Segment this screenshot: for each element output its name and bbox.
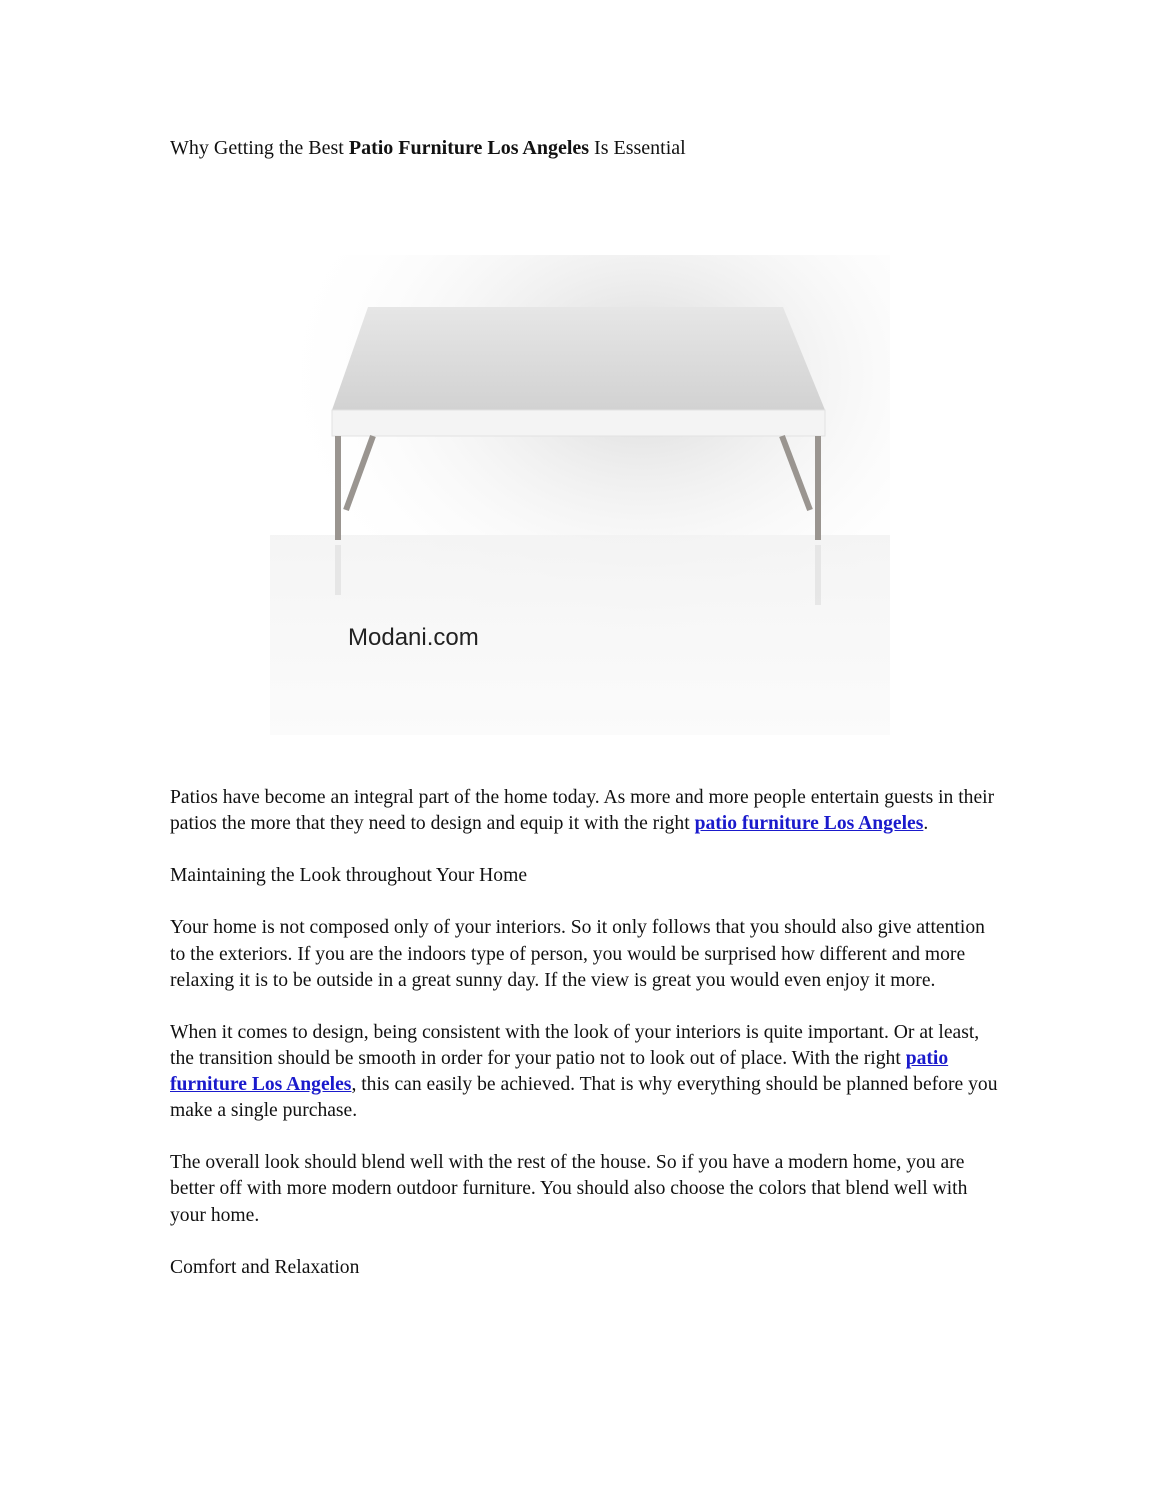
paragraph: The overall look should blend well with the rest of the house. So if you have a modern home, you are better off with more modern outdoor furniture. You should also choose the colors that blend well with your home.	[170, 1152, 968, 1226]
patio-furniture-link[interactable]: patio furniture Los Angeles	[170, 1047, 949, 1096]
document-title	[170, 137, 686, 160]
paragraph	[170, 1020, 1000, 1124]
paragraph: Your home is not composed only of your interiors. So it only follows that you should also give attention to the exteriors. If you are the indoors type of person, you would be surprised how different and more relaxing it is to be outside in a great sunny day. If the view is great you would even enjoy it more.	[170, 917, 985, 991]
title-keyword: Patio Furniture Los Angeles	[348, 137, 590, 159]
paragraph-text: .	[923, 813, 929, 835]
title-suffix: Is Essential	[589, 137, 686, 159]
section-heading: Maintaining the Look throughout Your Home	[170, 865, 528, 887]
paragraph-text: , this can easily be achieved. That is why everything should be planned before you make a single purchase.	[170, 1074, 998, 1122]
patio-furniture-link[interactable]: patio furniture Los Angeles	[694, 813, 924, 835]
document-body	[170, 785, 1000, 1307]
section-heading: Comfort and Relaxation	[170, 1256, 360, 1278]
title-prefix: Why Getting the Best	[170, 137, 349, 159]
paragraph	[170, 785, 1000, 837]
coffee-table-image	[270, 255, 890, 735]
paragraph-text: When it comes to design, being consistent with the look of your interiors is quite important. Or at least, the transition should be smooth in order for your patio not to look out of place. With the right	[170, 1021, 980, 1069]
paragraph-text: Patios have become an integral part of the home today. As more and more people entertain guests in their patios the more that they need to design and equip it with the right	[170, 787, 995, 835]
watermark-text: Modani.com	[348, 624, 479, 651]
